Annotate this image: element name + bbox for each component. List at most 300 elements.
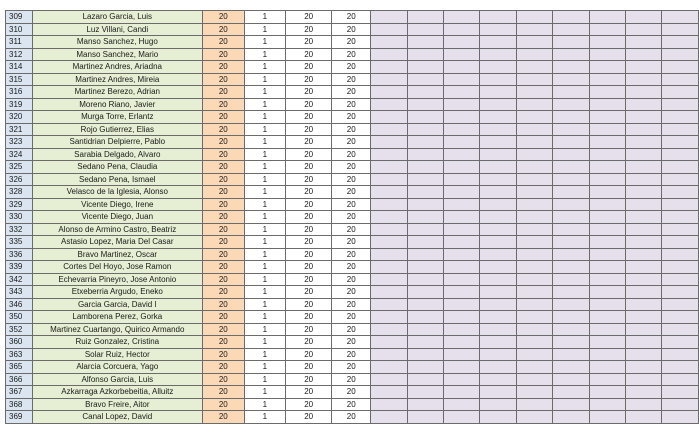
value-2-cell[interactable]: 20 xyxy=(286,236,332,249)
empty-cell[interactable] xyxy=(626,111,662,124)
student-name-cell[interactable]: Martinez Andres, Ariadna xyxy=(32,61,202,74)
value-2-cell[interactable]: 20 xyxy=(286,298,332,311)
empty-cell[interactable] xyxy=(626,386,662,399)
empty-cell[interactable] xyxy=(480,386,516,399)
empty-cell[interactable] xyxy=(480,123,516,136)
empty-cell[interactable] xyxy=(407,248,443,261)
empty-cell[interactable] xyxy=(516,61,552,74)
value-3-cell[interactable]: 20 xyxy=(332,11,371,24)
empty-cell[interactable] xyxy=(407,311,443,324)
value-2-cell[interactable]: 20 xyxy=(286,73,332,86)
empty-cell[interactable] xyxy=(662,223,699,236)
empty-cell[interactable] xyxy=(626,198,662,211)
empty-cell[interactable] xyxy=(407,161,443,174)
empty-cell[interactable] xyxy=(589,123,625,136)
value-3-cell[interactable]: 20 xyxy=(332,311,371,324)
value-1-cell[interactable]: 1 xyxy=(244,248,285,261)
empty-cell[interactable] xyxy=(589,373,625,386)
score-cell[interactable]: 20 xyxy=(203,248,245,261)
empty-cell[interactable] xyxy=(589,261,625,274)
empty-cell[interactable] xyxy=(516,373,552,386)
empty-cell[interactable] xyxy=(480,361,516,374)
empty-cell[interactable] xyxy=(553,86,589,99)
empty-cell[interactable] xyxy=(626,273,662,286)
row-id-cell[interactable]: 321 xyxy=(6,123,33,136)
empty-cell[interactable] xyxy=(407,286,443,299)
empty-cell[interactable] xyxy=(516,236,552,249)
empty-cell[interactable] xyxy=(407,323,443,336)
row-id-cell[interactable]: 352 xyxy=(6,323,33,336)
empty-cell[interactable] xyxy=(480,48,516,61)
value-1-cell[interactable]: 1 xyxy=(244,261,285,274)
empty-cell[interactable] xyxy=(553,261,589,274)
value-3-cell[interactable]: 20 xyxy=(332,136,371,149)
empty-cell[interactable] xyxy=(480,373,516,386)
empty-cell[interactable] xyxy=(553,411,589,424)
value-3-cell[interactable]: 20 xyxy=(332,361,371,374)
empty-cell[interactable] xyxy=(480,286,516,299)
empty-cell[interactable] xyxy=(553,186,589,199)
score-cell[interactable]: 20 xyxy=(203,386,245,399)
value-3-cell[interactable]: 20 xyxy=(332,173,371,186)
empty-cell[interactable] xyxy=(626,311,662,324)
value-1-cell[interactable]: 1 xyxy=(244,36,285,49)
value-1-cell[interactable]: 1 xyxy=(244,173,285,186)
student-name-cell[interactable]: Manso Sanchez, Hugo xyxy=(32,36,202,49)
value-1-cell[interactable]: 1 xyxy=(244,148,285,161)
empty-cell[interactable] xyxy=(516,261,552,274)
empty-cell[interactable] xyxy=(480,73,516,86)
empty-cell[interactable] xyxy=(662,311,699,324)
empty-cell[interactable] xyxy=(662,111,699,124)
empty-cell[interactable] xyxy=(516,298,552,311)
empty-cell[interactable] xyxy=(443,286,479,299)
value-3-cell[interactable]: 20 xyxy=(332,36,371,49)
empty-cell[interactable] xyxy=(516,223,552,236)
student-name-cell[interactable]: Sarabia Delgado, Alvaro xyxy=(32,148,202,161)
empty-cell[interactable] xyxy=(516,411,552,424)
empty-cell[interactable] xyxy=(589,186,625,199)
student-name-cell[interactable]: Sedano Pena, Claudia xyxy=(32,161,202,174)
row-id-cell[interactable]: 366 xyxy=(6,373,33,386)
value-1-cell[interactable]: 1 xyxy=(244,136,285,149)
row-id-cell[interactable]: 314 xyxy=(6,61,33,74)
empty-cell[interactable] xyxy=(589,323,625,336)
empty-cell[interactable] xyxy=(589,298,625,311)
value-2-cell[interactable]: 20 xyxy=(286,173,332,186)
empty-cell[interactable] xyxy=(443,148,479,161)
empty-cell[interactable] xyxy=(480,248,516,261)
empty-cell[interactable] xyxy=(626,61,662,74)
empty-cell[interactable] xyxy=(589,336,625,349)
score-cell[interactable]: 20 xyxy=(203,348,245,361)
empty-cell[interactable] xyxy=(407,223,443,236)
value-2-cell[interactable]: 20 xyxy=(286,311,332,324)
value-1-cell[interactable]: 1 xyxy=(244,298,285,311)
value-1-cell[interactable]: 1 xyxy=(244,111,285,124)
student-name-cell[interactable]: Azkarraga Azkorbebeitia, Alluitz xyxy=(32,386,202,399)
value-3-cell[interactable]: 20 xyxy=(332,48,371,61)
empty-cell[interactable] xyxy=(443,36,479,49)
empty-cell[interactable] xyxy=(443,161,479,174)
empty-cell[interactable] xyxy=(553,198,589,211)
student-name-cell[interactable]: Sedano Pena, Ismael xyxy=(32,173,202,186)
value-2-cell[interactable]: 20 xyxy=(286,211,332,224)
empty-cell[interactable] xyxy=(662,61,699,74)
empty-cell[interactable] xyxy=(516,23,552,36)
empty-cell[interactable] xyxy=(443,11,479,24)
empty-cell[interactable] xyxy=(407,123,443,136)
student-name-cell[interactable]: Vicente Diego, Juan xyxy=(32,211,202,224)
empty-cell[interactable] xyxy=(516,123,552,136)
row-id-cell[interactable]: 343 xyxy=(6,286,33,299)
value-3-cell[interactable]: 20 xyxy=(332,98,371,111)
empty-cell[interactable] xyxy=(371,173,407,186)
empty-cell[interactable] xyxy=(371,73,407,86)
empty-cell[interactable] xyxy=(553,61,589,74)
empty-cell[interactable] xyxy=(371,23,407,36)
empty-cell[interactable] xyxy=(553,11,589,24)
student-name-cell[interactable]: Martinez Berezo, Adrian xyxy=(32,86,202,99)
empty-cell[interactable] xyxy=(443,198,479,211)
empty-cell[interactable] xyxy=(553,161,589,174)
value-2-cell[interactable]: 20 xyxy=(286,161,332,174)
value-3-cell[interactable]: 20 xyxy=(332,398,371,411)
value-2-cell[interactable]: 20 xyxy=(286,223,332,236)
empty-cell[interactable] xyxy=(516,348,552,361)
value-1-cell[interactable]: 1 xyxy=(244,323,285,336)
value-3-cell[interactable]: 20 xyxy=(332,223,371,236)
score-cell[interactable]: 20 xyxy=(203,261,245,274)
empty-cell[interactable] xyxy=(626,123,662,136)
empty-cell[interactable] xyxy=(480,211,516,224)
empty-cell[interactable] xyxy=(662,148,699,161)
empty-cell[interactable] xyxy=(553,23,589,36)
empty-cell[interactable] xyxy=(626,161,662,174)
empty-cell[interactable] xyxy=(626,186,662,199)
empty-cell[interactable] xyxy=(480,273,516,286)
value-1-cell[interactable]: 1 xyxy=(244,236,285,249)
empty-cell[interactable] xyxy=(443,48,479,61)
empty-cell[interactable] xyxy=(407,61,443,74)
empty-cell[interactable] xyxy=(626,336,662,349)
empty-cell[interactable] xyxy=(407,73,443,86)
score-cell[interactable]: 20 xyxy=(203,273,245,286)
empty-cell[interactable] xyxy=(371,298,407,311)
value-2-cell[interactable]: 20 xyxy=(286,98,332,111)
student-name-cell[interactable]: Rojo Gutierrez, Elias xyxy=(32,123,202,136)
value-3-cell[interactable]: 20 xyxy=(332,261,371,274)
value-3-cell[interactable]: 20 xyxy=(332,211,371,224)
value-2-cell[interactable]: 20 xyxy=(286,248,332,261)
empty-cell[interactable] xyxy=(662,48,699,61)
empty-cell[interactable] xyxy=(626,48,662,61)
empty-cell[interactable] xyxy=(626,361,662,374)
value-1-cell[interactable]: 1 xyxy=(244,373,285,386)
row-id-cell[interactable]: 342 xyxy=(6,273,33,286)
empty-cell[interactable] xyxy=(662,23,699,36)
empty-cell[interactable] xyxy=(371,398,407,411)
empty-cell[interactable] xyxy=(662,236,699,249)
empty-cell[interactable] xyxy=(589,111,625,124)
value-1-cell[interactable]: 1 xyxy=(244,286,285,299)
empty-cell[interactable] xyxy=(662,323,699,336)
row-id-cell[interactable]: 369 xyxy=(6,411,33,424)
empty-cell[interactable] xyxy=(589,23,625,36)
empty-cell[interactable] xyxy=(480,336,516,349)
empty-cell[interactable] xyxy=(371,261,407,274)
empty-cell[interactable] xyxy=(626,148,662,161)
empty-cell[interactable] xyxy=(626,211,662,224)
value-2-cell[interactable]: 20 xyxy=(286,148,332,161)
score-cell[interactable]: 20 xyxy=(203,298,245,311)
score-cell[interactable]: 20 xyxy=(203,61,245,74)
empty-cell[interactable] xyxy=(589,286,625,299)
empty-cell[interactable] xyxy=(553,123,589,136)
empty-cell[interactable] xyxy=(371,86,407,99)
empty-cell[interactable] xyxy=(371,348,407,361)
empty-cell[interactable] xyxy=(589,61,625,74)
empty-cell[interactable] xyxy=(553,223,589,236)
value-3-cell[interactable]: 20 xyxy=(332,286,371,299)
student-name-cell[interactable]: Lazaro Garcia, Luis xyxy=(32,11,202,24)
empty-cell[interactable] xyxy=(443,173,479,186)
value-2-cell[interactable]: 20 xyxy=(286,336,332,349)
empty-cell[interactable] xyxy=(589,173,625,186)
row-id-cell[interactable]: 368 xyxy=(6,398,33,411)
value-2-cell[interactable]: 20 xyxy=(286,198,332,211)
value-2-cell[interactable]: 20 xyxy=(286,123,332,136)
empty-cell[interactable] xyxy=(553,111,589,124)
value-3-cell[interactable]: 20 xyxy=(332,73,371,86)
empty-cell[interactable] xyxy=(443,398,479,411)
empty-cell[interactable] xyxy=(516,398,552,411)
value-3-cell[interactable]: 20 xyxy=(332,148,371,161)
empty-cell[interactable] xyxy=(443,311,479,324)
empty-cell[interactable] xyxy=(516,323,552,336)
empty-cell[interactable] xyxy=(371,61,407,74)
empty-cell[interactable] xyxy=(626,98,662,111)
empty-cell[interactable] xyxy=(443,211,479,224)
value-3-cell[interactable]: 20 xyxy=(332,323,371,336)
empty-cell[interactable] xyxy=(589,273,625,286)
score-cell[interactable]: 20 xyxy=(203,111,245,124)
empty-cell[interactable] xyxy=(443,373,479,386)
value-1-cell[interactable]: 1 xyxy=(244,48,285,61)
value-2-cell[interactable]: 20 xyxy=(286,261,332,274)
empty-cell[interactable] xyxy=(626,86,662,99)
empty-cell[interactable] xyxy=(662,398,699,411)
empty-cell[interactable] xyxy=(443,261,479,274)
empty-cell[interactable] xyxy=(662,211,699,224)
student-name-cell[interactable]: Alarcia Corcuera, Yago xyxy=(32,361,202,374)
empty-cell[interactable] xyxy=(443,23,479,36)
value-3-cell[interactable]: 20 xyxy=(332,23,371,36)
empty-cell[interactable] xyxy=(480,98,516,111)
empty-cell[interactable] xyxy=(480,36,516,49)
empty-cell[interactable] xyxy=(480,136,516,149)
row-id-cell[interactable]: 330 xyxy=(6,211,33,224)
value-2-cell[interactable]: 20 xyxy=(286,323,332,336)
score-cell[interactable]: 20 xyxy=(203,223,245,236)
empty-cell[interactable] xyxy=(626,223,662,236)
score-cell[interactable]: 20 xyxy=(203,173,245,186)
empty-cell[interactable] xyxy=(407,23,443,36)
student-name-cell[interactable]: Etxeberria Argudo, Eneko xyxy=(32,286,202,299)
row-id-cell[interactable]: 323 xyxy=(6,136,33,149)
empty-cell[interactable] xyxy=(662,123,699,136)
value-3-cell[interactable]: 20 xyxy=(332,348,371,361)
empty-cell[interactable] xyxy=(371,236,407,249)
value-1-cell[interactable]: 1 xyxy=(244,186,285,199)
empty-cell[interactable] xyxy=(516,111,552,124)
score-cell[interactable]: 20 xyxy=(203,23,245,36)
empty-cell[interactable] xyxy=(589,48,625,61)
empty-cell[interactable] xyxy=(589,98,625,111)
empty-cell[interactable] xyxy=(371,161,407,174)
empty-cell[interactable] xyxy=(626,136,662,149)
student-name-cell[interactable]: Garcia Garcia, David I xyxy=(32,298,202,311)
score-cell[interactable]: 20 xyxy=(203,48,245,61)
value-3-cell[interactable]: 20 xyxy=(332,386,371,399)
student-name-cell[interactable]: Martinez Andres, Mireia xyxy=(32,73,202,86)
empty-cell[interactable] xyxy=(371,98,407,111)
empty-cell[interactable] xyxy=(553,323,589,336)
score-cell[interactable]: 20 xyxy=(203,373,245,386)
empty-cell[interactable] xyxy=(516,73,552,86)
empty-cell[interactable] xyxy=(371,136,407,149)
score-cell[interactable]: 20 xyxy=(203,398,245,411)
value-1-cell[interactable]: 1 xyxy=(244,98,285,111)
empty-cell[interactable] xyxy=(480,348,516,361)
student-name-cell[interactable]: Solar Ruiz, Hector xyxy=(32,348,202,361)
empty-cell[interactable] xyxy=(371,123,407,136)
empty-cell[interactable] xyxy=(371,198,407,211)
empty-cell[interactable] xyxy=(407,173,443,186)
empty-cell[interactable] xyxy=(407,361,443,374)
empty-cell[interactable] xyxy=(626,348,662,361)
row-id-cell[interactable]: 311 xyxy=(6,36,33,49)
student-name-cell[interactable]: Bravo Freire, Aitor xyxy=(32,398,202,411)
empty-cell[interactable] xyxy=(480,198,516,211)
row-id-cell[interactable]: 336 xyxy=(6,248,33,261)
empty-cell[interactable] xyxy=(553,373,589,386)
empty-cell[interactable] xyxy=(407,98,443,111)
empty-cell[interactable] xyxy=(626,236,662,249)
empty-cell[interactable] xyxy=(626,173,662,186)
empty-cell[interactable] xyxy=(589,11,625,24)
empty-cell[interactable] xyxy=(626,11,662,24)
empty-cell[interactable] xyxy=(662,336,699,349)
empty-cell[interactable] xyxy=(553,211,589,224)
row-id-cell[interactable]: 312 xyxy=(6,48,33,61)
student-name-cell[interactable]: Luz Villani, Candi xyxy=(32,23,202,36)
empty-cell[interactable] xyxy=(662,411,699,424)
empty-cell[interactable] xyxy=(443,323,479,336)
empty-cell[interactable] xyxy=(662,98,699,111)
empty-cell[interactable] xyxy=(443,123,479,136)
value-3-cell[interactable]: 20 xyxy=(332,373,371,386)
student-name-cell[interactable]: Bravo Martinez, Oscar xyxy=(32,248,202,261)
value-1-cell[interactable]: 1 xyxy=(244,61,285,74)
empty-cell[interactable] xyxy=(589,86,625,99)
empty-cell[interactable] xyxy=(589,236,625,249)
empty-cell[interactable] xyxy=(553,36,589,49)
row-id-cell[interactable]: 367 xyxy=(6,386,33,399)
student-name-cell[interactable]: Vicente Diego, Irene xyxy=(32,198,202,211)
student-name-cell[interactable]: Astasio Lopez, Maria Del Casar xyxy=(32,236,202,249)
empty-cell[interactable] xyxy=(407,211,443,224)
empty-cell[interactable] xyxy=(480,323,516,336)
value-3-cell[interactable]: 20 xyxy=(332,111,371,124)
empty-cell[interactable] xyxy=(553,336,589,349)
student-name-cell[interactable]: Alfonso Garcia, Luis xyxy=(32,373,202,386)
score-cell[interactable]: 20 xyxy=(203,136,245,149)
empty-cell[interactable] xyxy=(516,311,552,324)
empty-cell[interactable] xyxy=(371,361,407,374)
empty-cell[interactable] xyxy=(443,223,479,236)
empty-cell[interactable] xyxy=(516,86,552,99)
empty-cell[interactable] xyxy=(443,136,479,149)
empty-cell[interactable] xyxy=(407,111,443,124)
empty-cell[interactable] xyxy=(626,248,662,261)
value-2-cell[interactable]: 20 xyxy=(286,398,332,411)
empty-cell[interactable] xyxy=(516,361,552,374)
empty-cell[interactable] xyxy=(516,273,552,286)
score-cell[interactable]: 20 xyxy=(203,361,245,374)
empty-cell[interactable] xyxy=(553,136,589,149)
empty-cell[interactable] xyxy=(480,411,516,424)
student-name-cell[interactable]: Canal Lopez, David xyxy=(32,411,202,424)
empty-cell[interactable] xyxy=(516,148,552,161)
row-id-cell[interactable]: 328 xyxy=(6,186,33,199)
empty-cell[interactable] xyxy=(553,98,589,111)
empty-cell[interactable] xyxy=(626,373,662,386)
value-2-cell[interactable]: 20 xyxy=(286,136,332,149)
empty-cell[interactable] xyxy=(662,173,699,186)
empty-cell[interactable] xyxy=(626,36,662,49)
empty-cell[interactable] xyxy=(407,198,443,211)
empty-cell[interactable] xyxy=(589,211,625,224)
student-name-cell[interactable]: Cortes Del Hoyo, Jose Ramon xyxy=(32,261,202,274)
empty-cell[interactable] xyxy=(553,248,589,261)
value-2-cell[interactable]: 20 xyxy=(286,36,332,49)
empty-cell[interactable] xyxy=(589,198,625,211)
student-name-cell[interactable]: Moreno Riano, Javier xyxy=(32,98,202,111)
row-id-cell[interactable]: 363 xyxy=(6,348,33,361)
empty-cell[interactable] xyxy=(443,386,479,399)
value-2-cell[interactable]: 20 xyxy=(286,86,332,99)
score-cell[interactable]: 20 xyxy=(203,186,245,199)
value-1-cell[interactable]: 1 xyxy=(244,361,285,374)
empty-cell[interactable] xyxy=(626,323,662,336)
empty-cell[interactable] xyxy=(480,61,516,74)
row-id-cell[interactable]: 332 xyxy=(6,223,33,236)
value-1-cell[interactable]: 1 xyxy=(244,198,285,211)
row-id-cell[interactable]: 310 xyxy=(6,23,33,36)
empty-cell[interactable] xyxy=(626,398,662,411)
empty-cell[interactable] xyxy=(371,373,407,386)
empty-cell[interactable] xyxy=(553,273,589,286)
value-1-cell[interactable]: 1 xyxy=(244,386,285,399)
empty-cell[interactable] xyxy=(480,186,516,199)
value-1-cell[interactable]: 1 xyxy=(244,161,285,174)
empty-cell[interactable] xyxy=(480,298,516,311)
empty-cell[interactable] xyxy=(371,323,407,336)
value-3-cell[interactable]: 20 xyxy=(332,123,371,136)
empty-cell[interactable] xyxy=(662,248,699,261)
empty-cell[interactable] xyxy=(407,11,443,24)
